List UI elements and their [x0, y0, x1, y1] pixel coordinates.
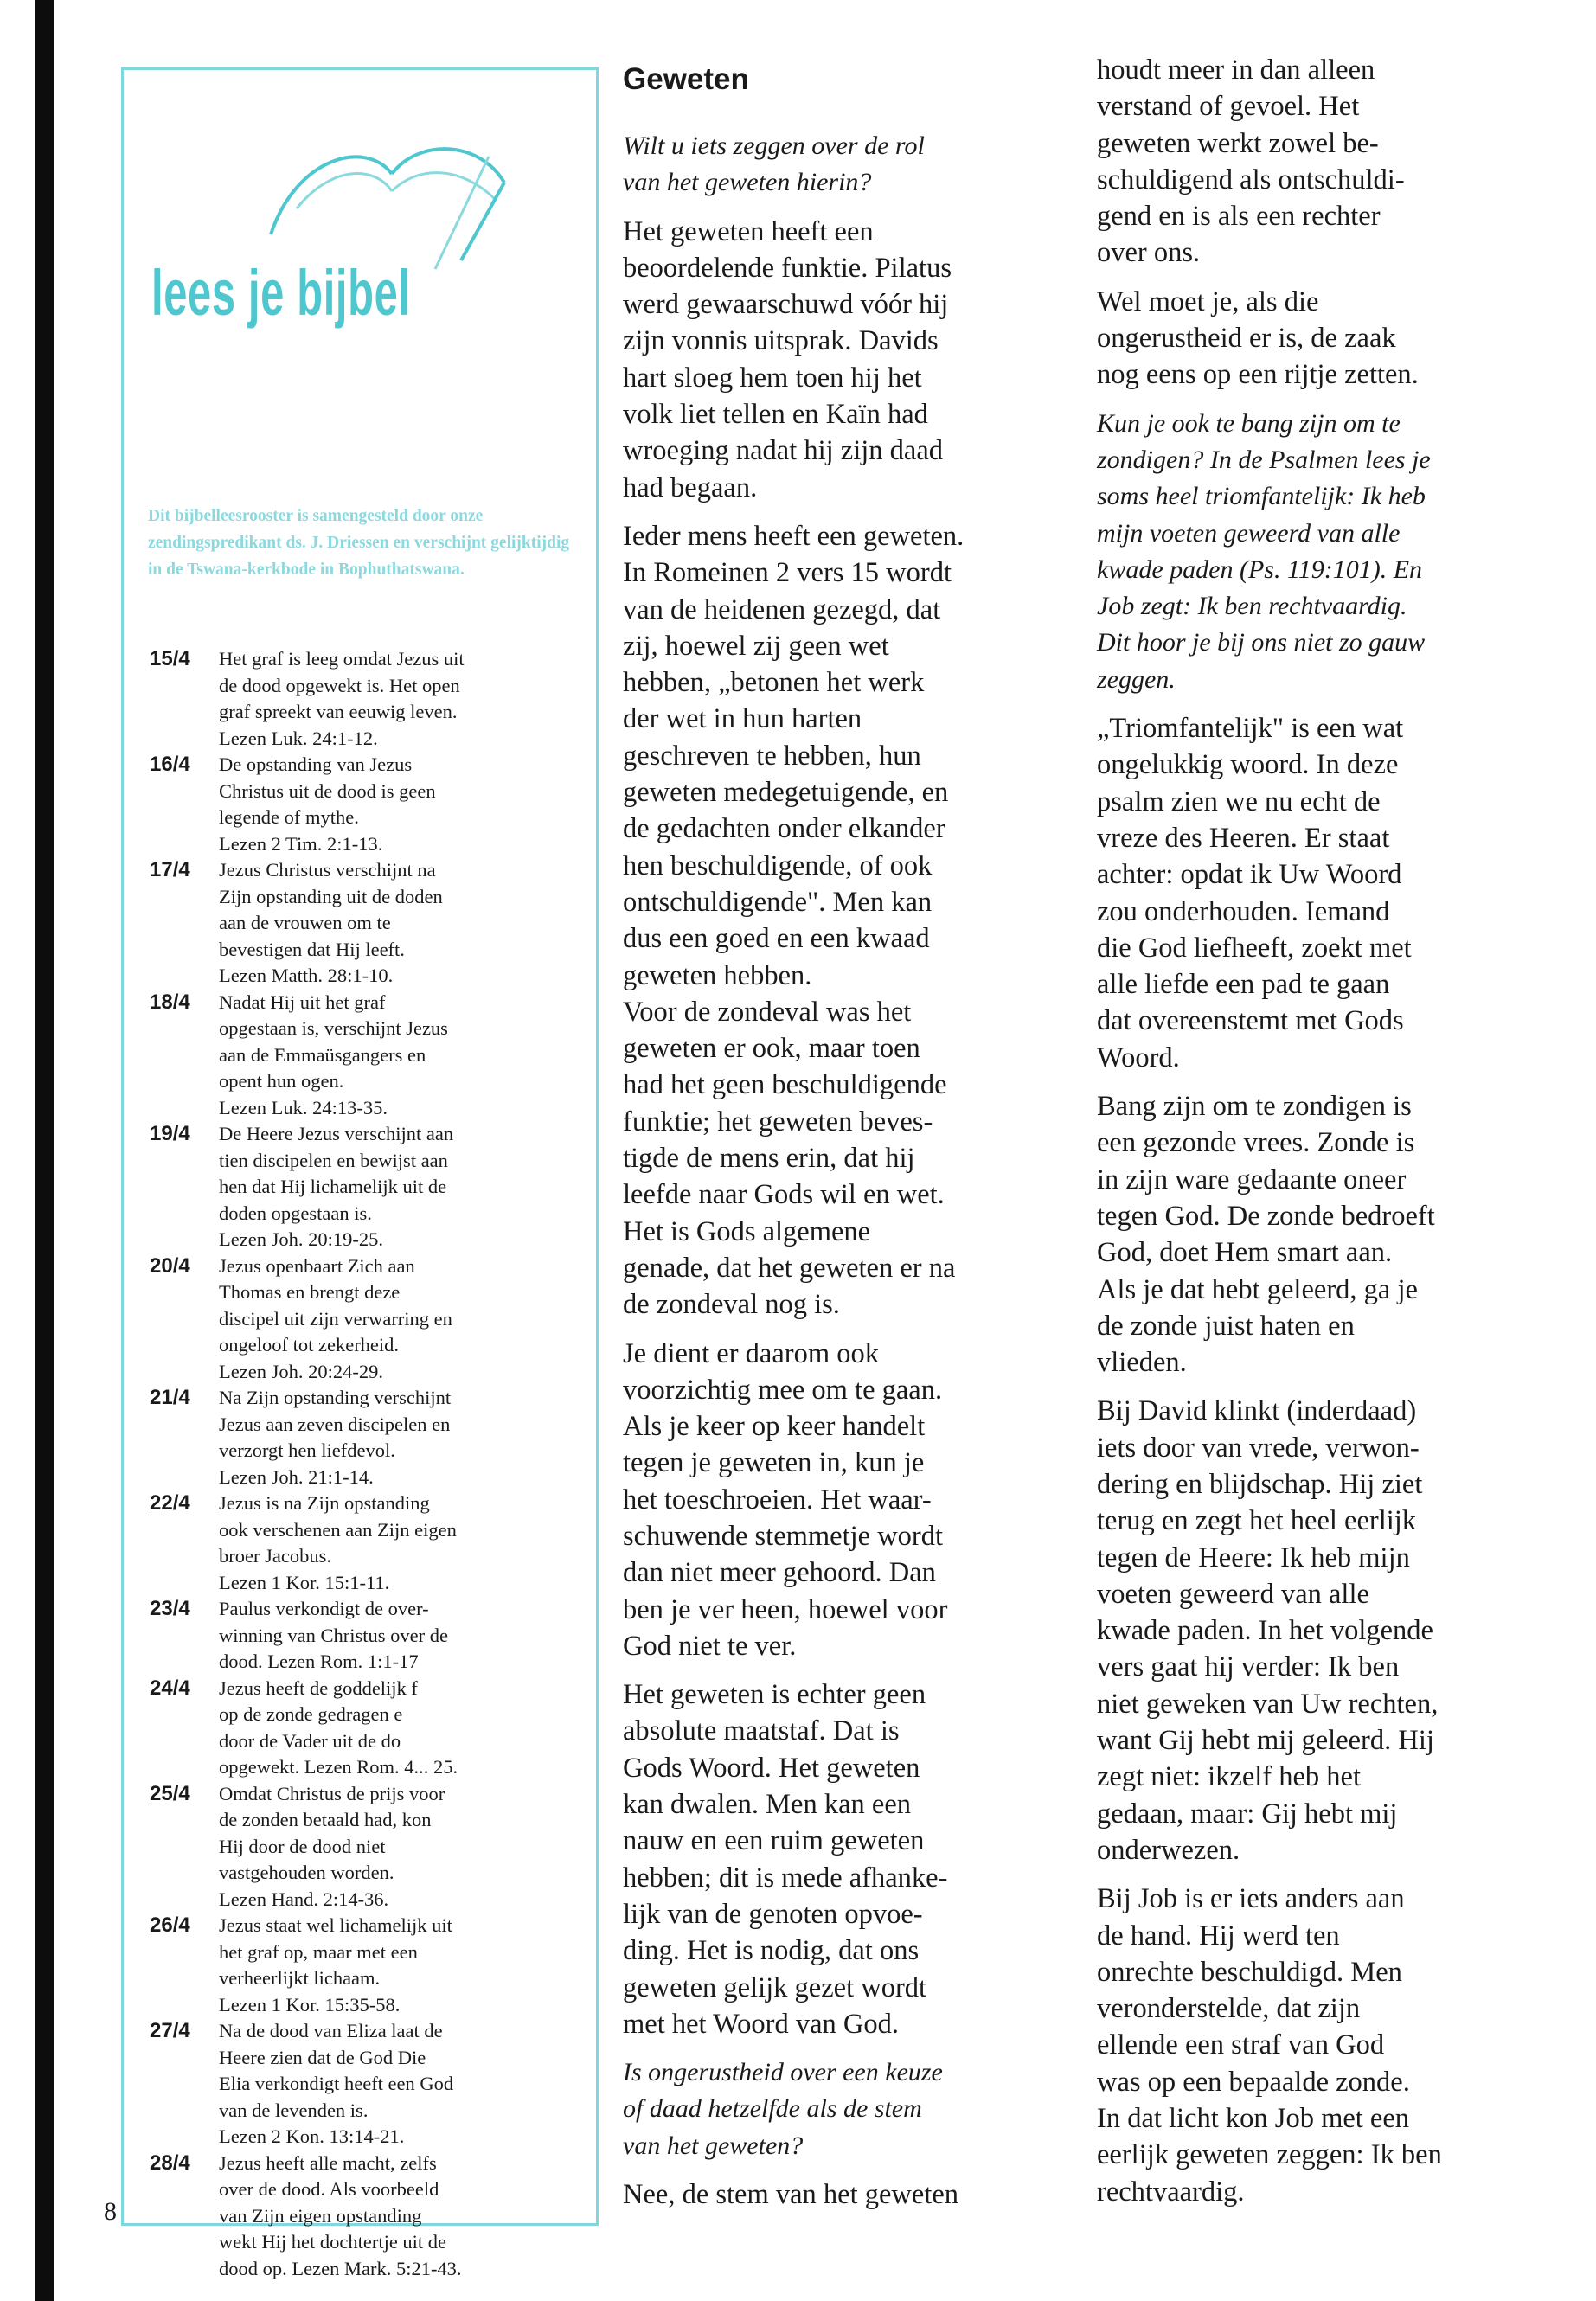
reading-date: 28/4 [150, 2150, 190, 2175]
interview-question: Is ongerustheid over een keuze of daad hetzelfde als de stem van het geweten? [623, 2058, 943, 2160]
reading-text: Jezus is na Zijn opstanding ook verschenen aan Zijn eigen broer Jacobus. Lezen 1 Kor. 15:1-11. [219, 1492, 457, 1593]
sidebar-intro: Dit bijbelleesrooster is samengesteld door onze zendingspredikant ds. J. Driessen en verschijnt gelijktijdig in de Tswana-kerkbode in Bophuthatswana. [148, 507, 570, 579]
reading-date: 21/4 [150, 1386, 190, 1409]
reading-date: 24/4 [150, 1676, 190, 1700]
article-paragraph: Nee, de stem van het geweten [623, 2179, 959, 2211]
article-paragraph: houdt meer in dan alleen verstand of gevoel. Het geweten werkt zowel be- schuldigend als ontschuldi- gend en is als een rechter over ons. [1097, 54, 1405, 269]
sidebar-title: lees je bijbel [151, 257, 411, 329]
reading-entry [150, 752, 595, 857]
reading-entry [150, 1781, 595, 1913]
reading-entry [150, 990, 595, 1122]
reading-entry [150, 1121, 595, 1253]
article-column-right [1097, 52, 1534, 2222]
reading-date: 26/4 [150, 1913, 190, 1937]
reading-entry [150, 1490, 595, 1596]
interview-question: Wilt u iets zeggen over de rol van het geweten hierin? [623, 131, 925, 197]
reading-date: 18/4 [150, 990, 190, 1014]
reading-text: Na de dood van Eliza laat de Heere zien dat de God Die Elia verkondigt heeft een God van de levenden is. Lezen 2 Kon. 13:14-21. [219, 2020, 454, 2147]
reading-entry [150, 646, 595, 752]
reading-date: 17/4 [150, 858, 190, 881]
reading-schedule [150, 646, 595, 2282]
article-paragraph: „Triomfantelijk" is een wat ongelukkig woord. In deze psalm zien we nu echt de vreze des Heeren. Er staat achter: opdat ik Uw Woord zou onderhouden. Iemand die God liefheeft, zoekt met alle liefde een pad te gaan dat overeenstemt met Gods Woord. [1097, 713, 1412, 1074]
bible-reading-sidebar [121, 67, 599, 2279]
article-paragraph: Bang zijn om te zondigen is een gezonde vrees. Zonde is in zijn ware gedaante oneer tegen God. De zonde bedroeft God, doet Hem smart aan. Als je dat hebt geleerd, ga je de zonde juist haten en vlieden. [1097, 1091, 1435, 1379]
article-paragraph: Het geweten is echter geen absolute maatstaf. Dat is Gods Woord. Het geweten kan dwalen. Men kan een nauw en een ruim geweten hebben; dit is mede afhanke- lijk van de genoten opvoe- ding. Het is nodig, dat ons geweten gelijk gezet wordt met het Woord van God. [623, 1679, 948, 2040]
page-number: 8 [104, 2197, 117, 2226]
reading-entry [150, 857, 595, 990]
reading-text: Nadat Hij uit het graf opgestaan is, verschijnt Jezus aan de Emmaüsgangers en opent hun ogen. Lezen Luk. 24:13-35. [219, 990, 448, 1118]
reading-text: De opstanding van Jezus Christus uit de dood is geen legende of mythe. Lezen 2 Tim. 2:1-13. [219, 753, 436, 855]
reading-entry [150, 2018, 595, 2150]
reading-entry [150, 1253, 595, 1386]
reading-date: 16/4 [150, 753, 190, 776]
reading-text: Jezus heeft alle macht, zelfs over de dood. Als voorbeeld van Zijn eigen opstanding wekt Hij het dochtertje uit de dood op. Lezen Mark. 5:21-43. [219, 2151, 462, 2279]
article-paragraph: Bij David klinkt (inderdaad) iets door van vrede, verwon- dering en blijdschap. Hij ziet terug en zegt het heel eerlijk tegen de Heere: Ik heb mijn voeten geweerd van alle kwade paden. In het volgende vers gaat hij verder: Ik ben niet geweken van Uw rechten, want Gij hebt mij geleerd. Hij zegt niet: ikzelf heb het gedaan, maar: Gij hebt mij onderwezen. [1097, 1395, 1439, 1866]
reading-entry [150, 1913, 595, 2018]
reading-text: Omdat Christus de prijs voor de zonden betaald had, kon Hij door de dood niet vastgehouden worden. Lezen Hand. 2:14-36. [219, 1782, 445, 1910]
article-paragraph: Je dient er daarom ook voorzichtig mee om te gaan. Als je keer op keer handelt tegen je geweten in, kun je het toeschroeien. Het waar- schuwende stemmetje wordt dan niet meer gehoord. Dan ben je ver heen, hoewel voor God niet te ver. [623, 1337, 948, 1662]
reading-text: Jezus heeft de goddelijk f op de zonde gedragen e door de Vader uit de do opgewekt. Lezen Rom. 4... 25. [219, 1676, 458, 1778]
interview-question: Kun je ook te bang zijn om te zondigen? In de Psalmen lees je soms heel triomfantelijk: Ik heb mijn voeten geweerd van alle kwade paden (Ps. 119:101). En Job zegt: Ik ben rechtvaardig. Dit hoor je bij ons niet zo gauw zeggen. [1097, 408, 1431, 694]
reading-text: Jezus Christus verschijnt na Zijn opstanding uit de doden aan de vrouwen om te bevestigen dat Hij leeft. Lezen Matth. 28:1-10. [219, 859, 443, 986]
reading-date: 27/4 [150, 2019, 190, 2042]
reading-text: Het graf is leeg omdat Jezus uit de dood opgewekt is. Het open graf spreekt van eeuwig leven. Lezen Luk. 24:1-12. [219, 648, 465, 749]
reading-date: 25/4 [150, 1781, 190, 1805]
article-paragraph: Bij Job is er iets anders aan de hand. Hij werd ten onrechte beschuldigd. Men veronderstelde, dat zijn ellende een straf van God was op een bepaalde zonde. In dat licht kon Job met een eerlijk geweten zeggen: Ik ben rechtvaardig. [1097, 1883, 1442, 2208]
page-edge-bar [35, 0, 54, 2301]
reading-date: 19/4 [150, 1122, 190, 1145]
reading-text: Jezus openbaart Zich aan Thomas en brengt deze discipel uit zijn verwarring en ongeloof tot zekerheid. Lezen Joh. 20:24-29. [219, 1254, 452, 1382]
reading-text: Jezus staat wel lichamelijk uit het graf op, maar met een verheerlijkt lichaam. Lezen 1 Kor. 15:35-58. [219, 1914, 452, 2016]
article-heading: Geweten [623, 62, 749, 96]
reading-date: 15/4 [150, 647, 190, 670]
reading-date: 20/4 [150, 1253, 190, 1278]
reading-entry [150, 1676, 595, 1781]
reading-entry [150, 1596, 595, 1676]
reading-text: De Heere Jezus verschijnt aan tien discipelen en bewijst aan hen dat Hij lichamelijk uit de doden opgestaan is. Lezen Joh. 20:19-25. [219, 1123, 454, 1250]
article-paragraph: Wel moet je, als die ongerustheid er is, de zaak nog eens op een rijtje zetten. [1097, 285, 1419, 391]
article-column-middle [623, 54, 1047, 2225]
reading-text: Na Zijn opstanding verschijnt Jezus aan zeven discipelen en verzorgt hen liefdevol. Lezen Joh. 21:1-14. [219, 1387, 452, 1488]
reading-entry [150, 2150, 595, 2283]
article-paragraph: Het geweten heeft een beoordelende funktie. Pilatus werd gewaarschuwd vóór hij zijn vonnis uitsprak. Davids hart sloeg hem toen hij het volk liet tellen en Kaïn had wroeging nadat hij zijn daad had begaan. [623, 215, 952, 503]
sidebar-header [124, 70, 596, 579]
reading-date: 23/4 [150, 1597, 190, 1620]
reading-date: 22/4 [150, 1491, 190, 1515]
reading-entry [150, 1385, 595, 1490]
reading-text: Paulus verkondigt de over- winning van Christus over de dood. Lezen Rom. 1:1-17 [219, 1598, 448, 1672]
open-bible-icon [262, 105, 522, 278]
article-paragraph: Ieder mens heeft een geweten. In Romeinen 2 vers 15 wordt van de heidenen gezegd, dat zij, hoewel zij geen wet hebben, „betonen het werk der wet in hun harten geschreven te hebben, hun geweten medegetuigende, en de gedachten onder elkander hen beschuldigende, of ook ontschuldigende". Men kan dus een goed en een kwaad geweten hebben. Voor de zondeval was het geweten er ook, maar toen had het geen beschuldigende funktie; het geweten beves- tigde de mens erin, dat hij leefde naar Gods wil en wet. Het is Gods algemene genade, dat het geweten er na de zondeval nog is. [623, 520, 965, 1321]
